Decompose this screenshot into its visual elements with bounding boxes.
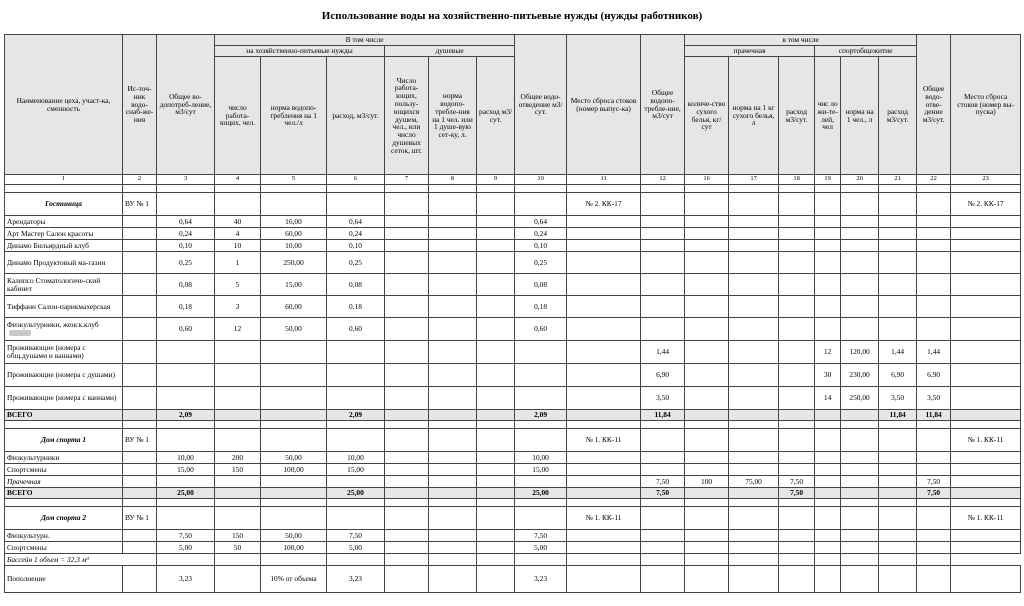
norm: 10,00 [261,240,327,252]
residents-count: 30 [815,364,841,387]
total-use: 0,60 [157,318,215,341]
table-row [5,240,1021,252]
hdr-flow: расход, м3/сут. [327,57,385,175]
workers-count: 3 [215,296,261,318]
workers-count: 200 [215,452,261,464]
table-row [5,554,1021,566]
flow: 2,09 [327,410,385,421]
section-title: Гостиница [5,193,123,216]
section-title: Дом спорта 1 [5,429,123,452]
dorm-flow: 11,84 [879,410,917,421]
hdr-including: В том числе [215,35,515,46]
hdr-total-use-2: Общее водопо-требле-ние, м3/сут [641,35,685,175]
hdr-dorm-flow: расход м3/сут. [879,57,917,175]
disposal: 0,64 [515,216,567,228]
section-row-hotel [5,193,1021,216]
flow: 0,08 [327,274,385,296]
disposal: 0,60 [515,318,567,341]
table-row [5,318,1021,341]
flow: 10,00 [327,452,385,464]
col-num: 21 [879,175,917,185]
total-label: ВСЕГО [5,410,123,421]
disposal: 0,25 [515,252,567,274]
row-name: Арт Мастер Салон красоты [5,228,123,240]
total-use: 10,00 [157,452,215,464]
spacer-row [5,185,1021,193]
workers-count: 5 [215,274,261,296]
disposal-2: 7,50 [917,476,951,488]
total-use: 0,24 [157,228,215,240]
flow: 0,60 [327,318,385,341]
norm: 50,00 [261,452,327,464]
norm: 50,00 [261,318,327,341]
flow: 25,00 [327,488,385,499]
table-row [5,296,1021,318]
total-use: 2,09 [157,410,215,421]
col-num: 22 [917,175,951,185]
row-name: Физкультурники [5,452,123,464]
hdr-workers: число работа-ющих, чел. [215,57,261,175]
total-label: ВСЕГО [5,488,123,499]
col-num: 17 [729,175,779,185]
disposal: 10,00 [515,452,567,464]
total-use: 5,00 [157,542,215,554]
workers-count: 12 [215,318,261,341]
disposal: 2,09 [515,410,567,421]
workers-count: 10 [215,240,261,252]
flow: 0,25 [327,252,385,274]
col-num: 11 [567,175,641,185]
disposal: 0,08 [515,274,567,296]
hdr-total-use: Общее во-допотреб-ление, м3/сут [157,35,215,175]
norm: 250,00 [261,252,327,274]
row-name: Прачечная [5,476,123,488]
row-name: Спортсмены [5,464,123,476]
table-row [5,341,1021,364]
row-name: Проживающие (номера с общ.душами и ваннами) [5,341,123,364]
flow: 0,64 [327,216,385,228]
hdr-shower-flow: расход м3/сут. [477,57,515,175]
hdr-name: Наименование цеха, участ-ка, сменность [5,35,123,175]
table-row [5,566,1021,593]
laundry-flow: 7,50 [779,488,815,499]
total-use: 0,08 [157,274,215,296]
norm: 16,00 [261,216,327,228]
hdr-shower-users: Число работа-ющих, пользу-ющихся душем, чел., или число душевых сеток, шт. [385,57,429,175]
resident-norm: 250,00 [841,387,879,410]
col-num: 5 [261,175,327,185]
hdr-laundry: прачечная [685,46,815,57]
total-use: 0,25 [157,252,215,274]
outlet-number-2: № 1. КК-11 [951,429,1021,452]
hdr-dormitory: спортобщежитие [815,46,917,57]
table-row [5,452,1021,464]
residents-count: 12 [815,341,841,364]
redacted-blur [9,330,31,336]
table-row [5,216,1021,228]
hdr-norm-per-resident: норма на 1 чел., л [841,57,879,175]
row-name: Динамо Бильярдный клуб [5,240,123,252]
disposal: 7,50 [515,530,567,542]
water-usage-table [4,34,1021,593]
page-title: Использование воды на хозяйственно-питьевые нужды (нужды работников) [321,10,703,22]
col-num: 6 [327,175,385,185]
flow: 15,00 [327,464,385,476]
workers-count: 50 [215,542,261,554]
hdr-norm-per-kg: норма на 1 кг сухого белья, л [729,57,779,175]
row-name: Калипсо Стоматологиче-ский кабинет [5,274,123,296]
norm: 100,00 [261,464,327,476]
spacer-row [5,499,1021,507]
hdr-total-disposal: Общее водо-отведение м3/сут. [515,35,567,175]
hdr-laundry-flow: расход м3/сут. [779,57,815,175]
disposal-2: 11,84 [917,410,951,421]
pool-note: Бассейн 1 объем = 32,3 м³ [5,554,157,566]
total-use-2: 6,90 [641,364,685,387]
table-row [5,542,1021,554]
disposal-2: 7,50 [917,488,951,499]
disposal: 25,00 [515,488,567,499]
table-row [5,530,1021,542]
flow: 5,00 [327,542,385,554]
workers-count: 1 [215,252,261,274]
row-name: Пополнение [5,566,123,593]
disposal: 0,10 [515,240,567,252]
hdr-norm-per-person: норма водопо-требления на 1 чел./л [261,57,327,175]
flow: 0,24 [327,228,385,240]
total-use: 15,00 [157,464,215,476]
residents-count: 14 [815,387,841,410]
dorm-flow: 1,44 [879,341,917,364]
outlet-number: № 1. КК-11 [567,429,641,452]
col-num: 3 [157,175,215,185]
table-row [5,274,1021,296]
spacer-row [5,421,1021,429]
table-row [5,252,1021,274]
col-num: 1 [5,175,123,185]
total-use: 0,64 [157,216,215,228]
total-use-2: 3,50 [641,387,685,410]
table-row [5,476,1021,488]
total-use-2: 11,84 [641,410,685,421]
hdr-discharge-place: Место сброса стоков (номер выпус-ка) [567,35,641,175]
hdr-including-2: в том числе [685,35,917,46]
col-num: 7 [385,175,429,185]
laundry-flow: 7,50 [779,476,815,488]
table-row [5,228,1021,240]
disposal-2: 3,50 [917,387,951,410]
water-source: ВУ № 1 [123,429,157,452]
flow: 3,23 [327,566,385,593]
row-name: Физкультурники, женск.клуб [7,320,99,330]
total-use: 0,18 [157,296,215,318]
total-use: 3,23 [157,566,215,593]
hdr-discharge-place-2: Место сброса стоков (номер вы-пуска) [951,35,1021,175]
total-row-sport1 [5,488,1021,499]
table-row [5,387,1021,410]
flow: 7,50 [327,530,385,542]
col-num: 9 [477,175,515,185]
col-num: 10 [515,175,567,185]
norm: 10% от объема [261,566,327,593]
hdr-residents: чис ло жи-те-лей, чел [815,57,841,175]
row-name: Динамо Продуктовый ма-газин [5,252,123,274]
outlet-number-2: № 1. КК-11 [951,507,1021,530]
total-row-hotel [5,410,1021,421]
hdr-dry-linen: количе-ство сухого белья, кг/сут [685,57,729,175]
column-numbers-row [5,175,1021,185]
hdr-shower-norm: норма водопо-требле-ния на 1 чел. или 1 душе-вую сет-ку, л. [429,57,477,175]
col-num: 19 [815,175,841,185]
disposal-2: 6,90 [917,364,951,387]
norm: 60,00 [261,228,327,240]
table-row [5,464,1021,476]
workers-count: 40 [215,216,261,228]
col-num: 18 [779,175,815,185]
linen-norm: 75,00 [729,476,779,488]
workers-count: 150 [215,464,261,476]
total-use-2: 7,50 [641,476,685,488]
norm: 15,00 [261,274,327,296]
section-title: Дом спорта 2 [5,507,123,530]
row-name: Тиффани Салон-парикмахерская [5,296,123,318]
col-num: 8 [429,175,477,185]
flow: 0,18 [327,296,385,318]
row-name: Физкультурн. [5,530,123,542]
total-use-2: 1,44 [641,341,685,364]
dorm-flow: 6,90 [879,364,917,387]
section-row-sport2 [5,507,1021,530]
water-source: ВУ № 1 [123,507,157,530]
water-source: ВУ № 1 [123,193,157,216]
outlet-number-2: № 2. КК-17 [951,193,1021,216]
dry-linen: 100 [685,476,729,488]
section-row-sport1 [5,429,1021,452]
disposal-2: 1,44 [917,341,951,364]
disposal: 15,00 [515,464,567,476]
workers-count: 150 [215,530,261,542]
total-use-2: 7,50 [641,488,685,499]
total-use: 25,00 [157,488,215,499]
col-num: 4 [215,175,261,185]
workers-count: 4 [215,228,261,240]
flow: 0,10 [327,240,385,252]
total-use: 0,10 [157,240,215,252]
col-num: 12 [641,175,685,185]
row-name: Проживающие (номера с душами) [5,364,123,387]
total-use: 7,50 [157,530,215,542]
col-num: 16 [685,175,729,185]
table-row [5,364,1021,387]
hdr-total-disposal-2: Общее водо-отве-дение м3/сут. [917,35,951,175]
disposal: 0,24 [515,228,567,240]
row-name: Проживающие (номера с ваннами) [5,387,123,410]
col-num: 2 [123,175,157,185]
norm: 100,00 [261,542,327,554]
col-num: 20 [841,175,879,185]
outlet-number: № 2. КК-17 [567,193,641,216]
col-num: 23 [951,175,1021,185]
dorm-flow: 3,50 [879,387,917,410]
hdr-household: на хозяйственно-питьевые нужды [215,46,385,57]
norm: 50,00 [261,530,327,542]
norm: 60,00 [261,296,327,318]
disposal: 0,18 [515,296,567,318]
row-name-cell [5,318,123,341]
hdr-source: Ис-точ-ник водо-снаб-же-ния [123,35,157,175]
row-name: Спортсмены [5,542,123,554]
row-name: Арендаторы [5,216,123,228]
resident-norm: 230,00 [841,364,879,387]
resident-norm: 120,00 [841,341,879,364]
hdr-showers: душевые [385,46,515,57]
disposal: 5,00 [515,542,567,554]
outlet-number: № 1. КК-11 [567,507,641,530]
disposal: 3,23 [515,566,567,593]
